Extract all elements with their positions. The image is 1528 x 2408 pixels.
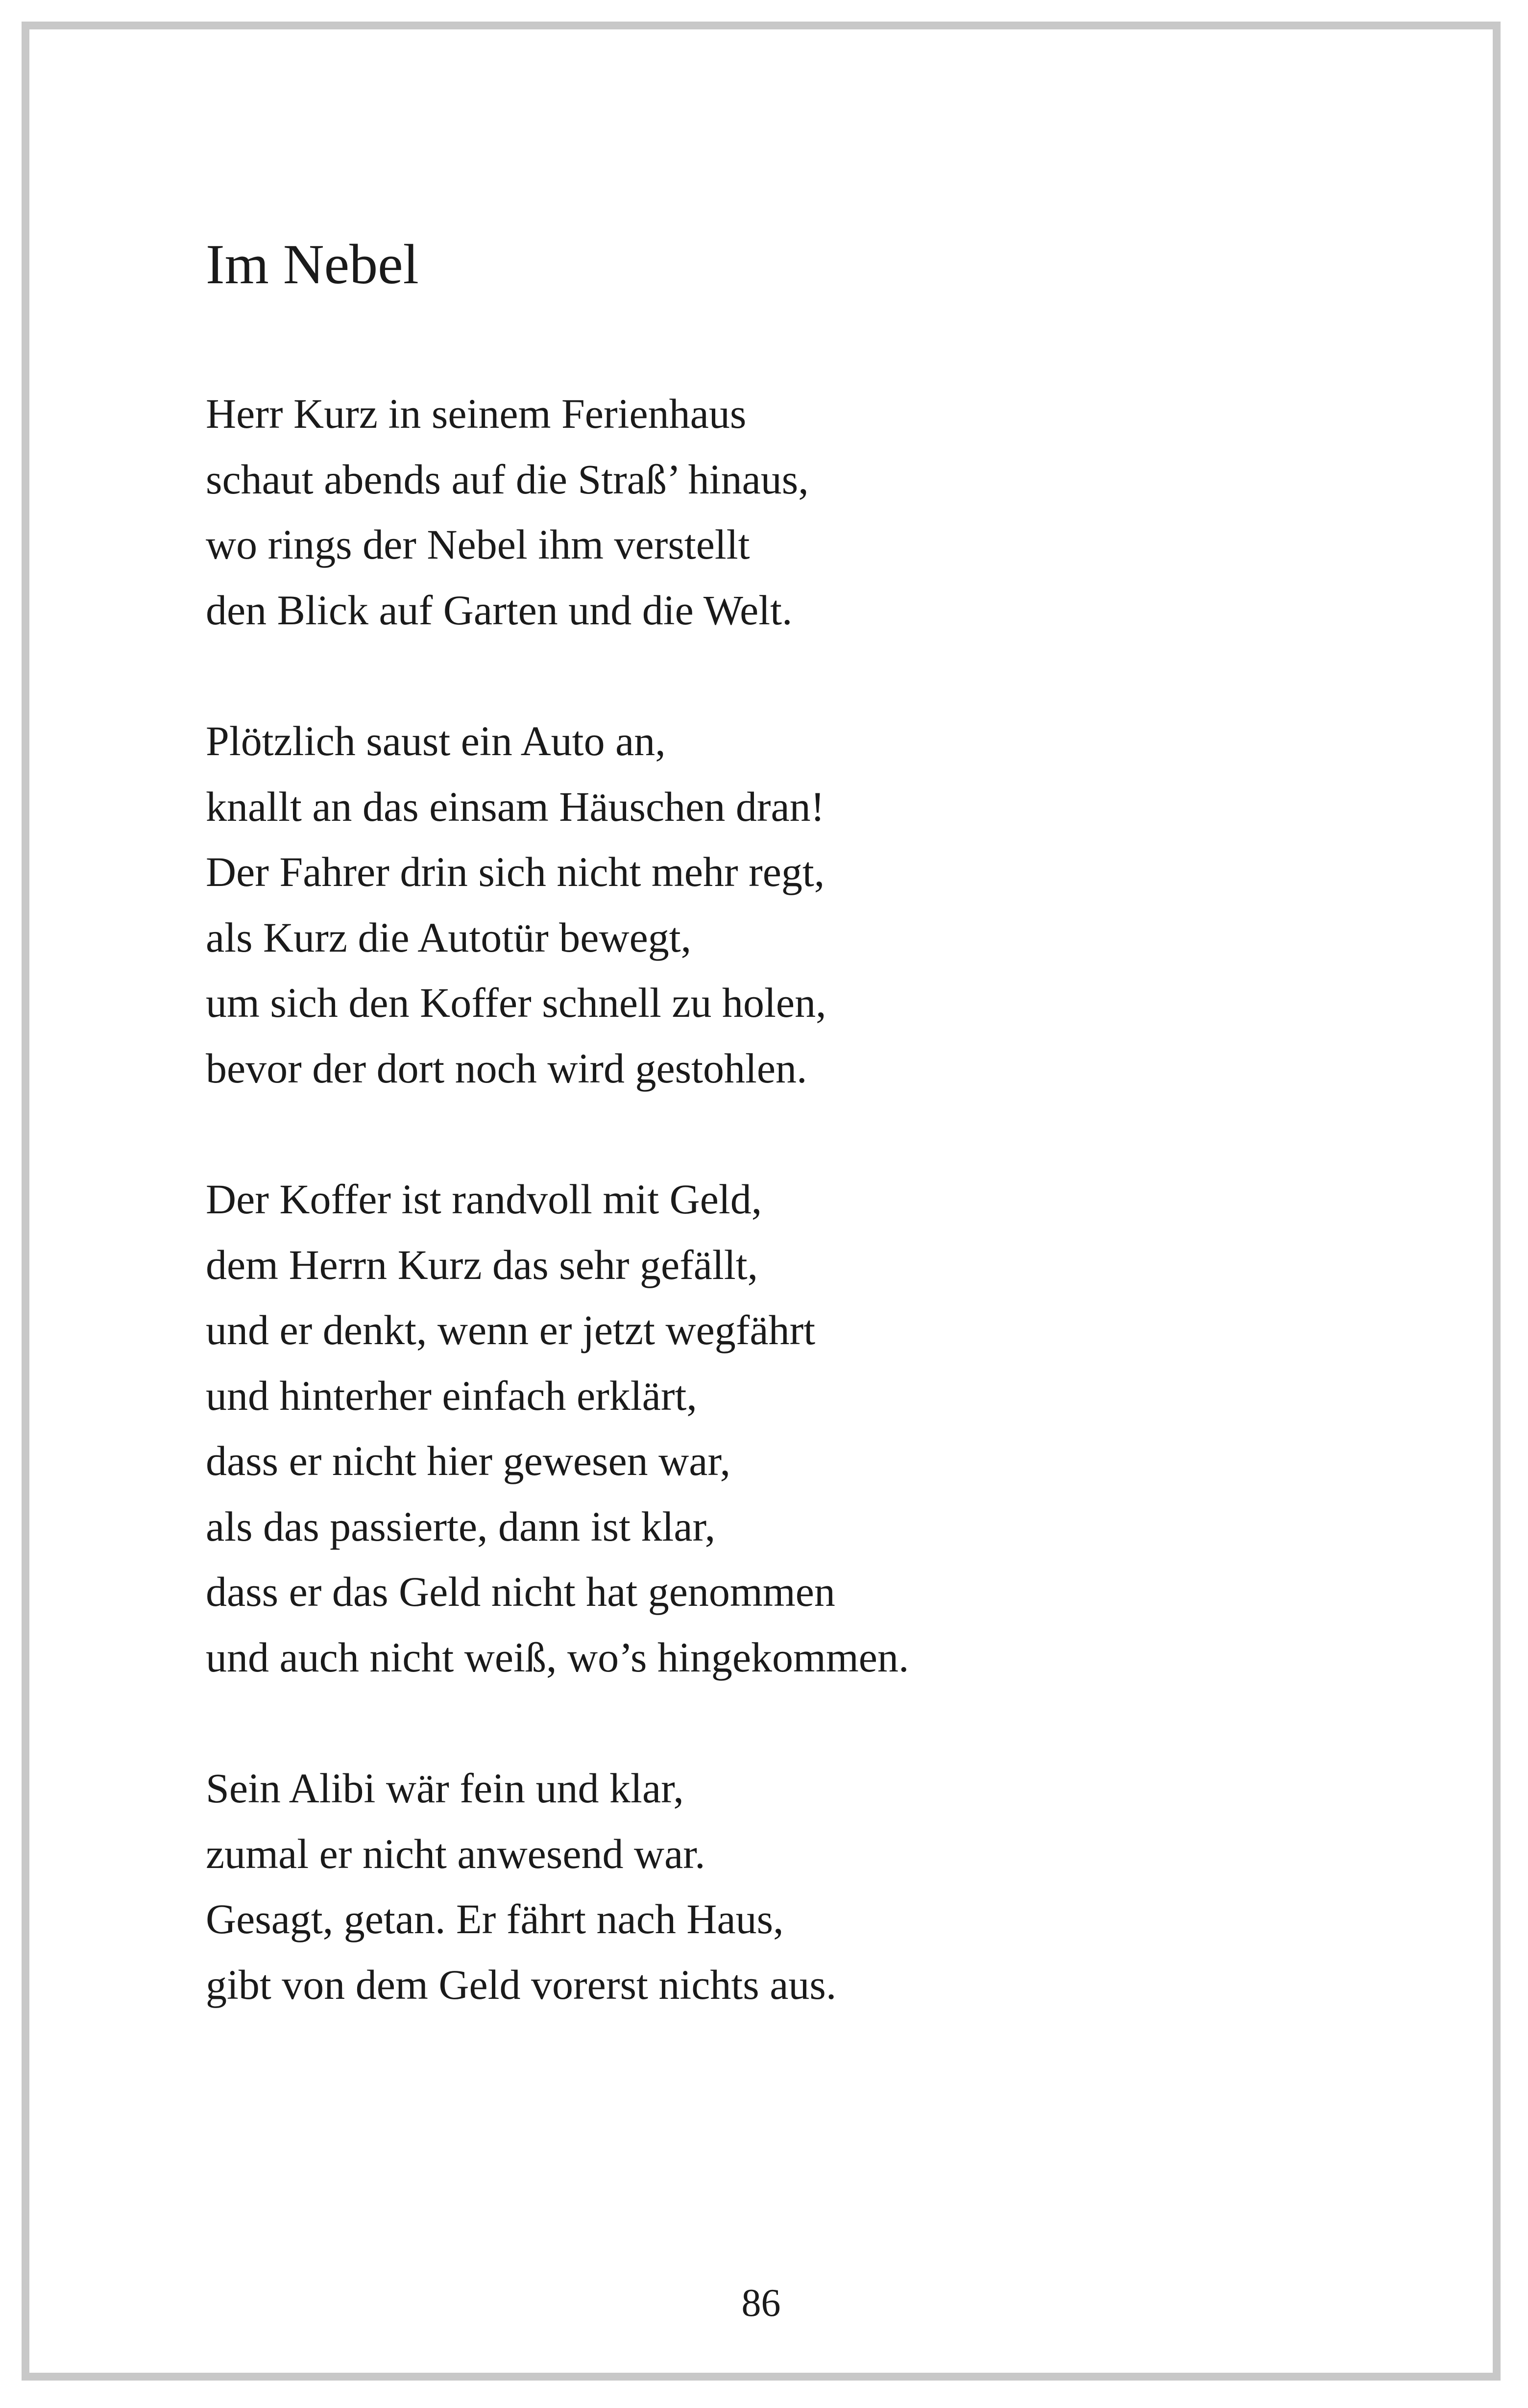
poem-line: dem Herrn Kurz das sehr gefällt, — [206, 1241, 758, 1288]
poem-line: zumal er nicht anwesend war. — [206, 1830, 705, 1877]
page-frame — [22, 22, 1501, 2381]
poem-line: gibt von dem Geld vorerst nichts aus. — [206, 1961, 837, 2008]
poem-line: Der Fahrer drin sich nicht mehr regt, — [206, 848, 825, 895]
poem-line: als Kurz die Autotür bewegt, — [206, 913, 692, 961]
stanza-1 — [206, 381, 909, 643]
poem-line: und hinterher einfach erklärt, — [206, 1372, 697, 1419]
poem-title: Im Nebel — [206, 233, 419, 296]
poem-body — [206, 381, 909, 2083]
poem-line: wo rings der Nebel ihm verstellt — [206, 521, 750, 568]
poem-line: und er denkt, wenn er jetzt wegfährt — [206, 1306, 816, 1353]
poem-line: Der Koffer ist randvoll mit Geld, — [206, 1176, 762, 1223]
poem-line: knallt an das einsam Häuschen dran! — [206, 783, 825, 830]
poem-line: als das passierte, dann ist klar, — [206, 1502, 716, 1550]
poem-line: um sich den Koffer schnell zu holen, — [206, 979, 826, 1026]
poem-line: dass er nicht hier gewesen war, — [206, 1437, 731, 1484]
page-number: 86 — [741, 2282, 781, 2325]
stanza-4 — [206, 1756, 909, 2017]
poem-line: und auch nicht weiß, wo’s hingekommen. — [206, 1633, 909, 1681]
poem-line: schaut abends auf die Straß’ hinaus, — [206, 455, 809, 503]
poem-line: Gesagt, getan. Er fährt nach Haus, — [206, 1895, 784, 1942]
poem-line: bevor der dort noch wird gestohlen. — [206, 1044, 807, 1092]
poem-line: Plötzlich saust ein Auto an, — [206, 717, 666, 764]
poem-line: dass er das Geld nicht hat genommen — [206, 1568, 835, 1615]
stanza-2 — [206, 709, 909, 1101]
stanza-3 — [206, 1167, 909, 1690]
poem-line: Sein Alibi wär fein und klar, — [206, 1765, 684, 1812]
poem-line: den Blick auf Garten und die Welt. — [206, 586, 793, 634]
poem-line: Herr Kurz in seinem Ferienhaus — [206, 390, 747, 437]
